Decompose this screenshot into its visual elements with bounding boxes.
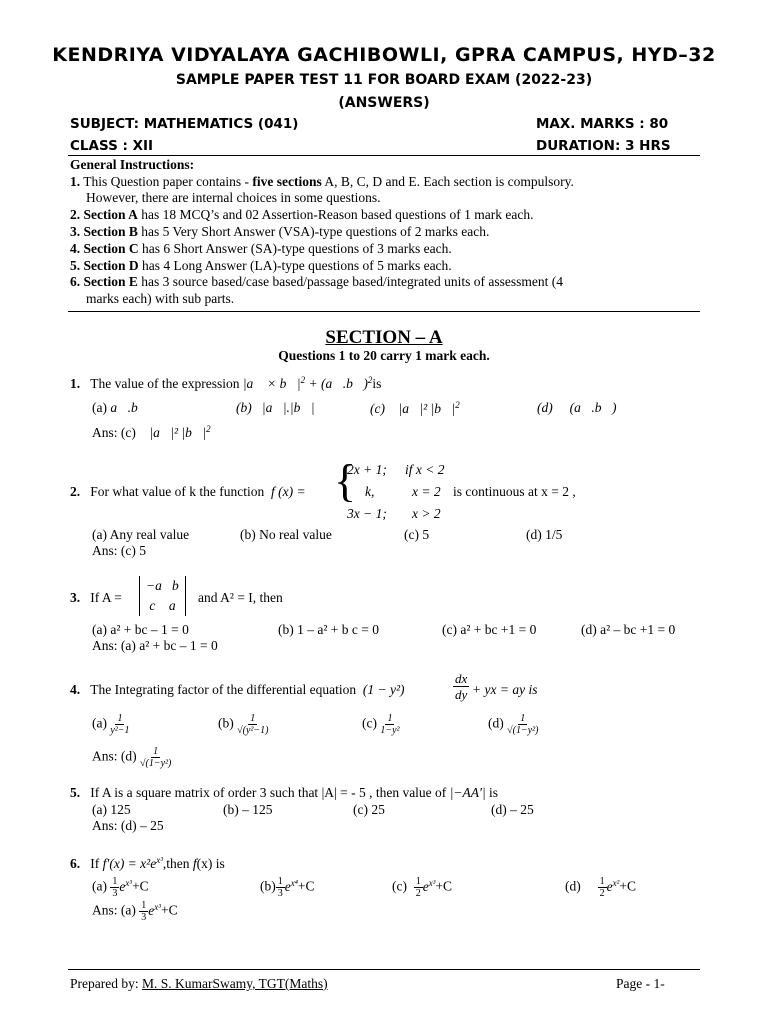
instruction-6: 6. Section E has 3 source based/case based/passage based/integrated units of assessment (4 (70, 274, 564, 289)
q2-cond3: x > 2 (412, 506, 441, 521)
q2-stem: 2. For what value of k the function f (x) = (70, 484, 306, 499)
instruction-6b: marks each) with sub parts. (86, 291, 235, 306)
q1-stem: 1. The value of the expression |a⃗ × $b⃗|^2$ + (a⃗.b⃗)$^2$is (70, 375, 382, 391)
q3-opt-d: (d) a² – bc +1 = 0 (581, 622, 676, 637)
instruction-1: 1. This Question paper contains - five sections A, B, C, D and E. Each section is compulsory. (70, 174, 574, 189)
instruction-1b: However, there are internal choices in some questions. (86, 190, 381, 205)
q1-answer: Ans: (c) |a⃗|² $|b⃗|^2$ (92, 424, 211, 440)
paper-title: SAMPLE PAPER TEST 11 FOR BOARD EXAM (2022-23) (175, 72, 593, 88)
instruction-3: 3. Section B has 5 Very Short Answer (VSA)-type questions of 2 marks each. (70, 224, 490, 239)
q3-answer: Ans: (a) a² + bc – 1 = 0 (92, 638, 218, 653)
q5-opt-d: (d) – 25 (491, 802, 534, 817)
q6-opt-c: (c) $\frac{1}{2}$ $e^{x^3}+C$ (392, 876, 453, 899)
q4-stem: 4. The Integrating factor of the differential equation (1 − y²) (70, 682, 405, 697)
author-name: M. S. KumarSwamy, TGT(Maths) (141, 976, 328, 991)
q4-dxdy: $\frac{dx}{dy}$ (455, 671, 468, 702)
q3-opt-a: (a) a² + bc – 1 = 0 (92, 622, 189, 637)
q2-opt-d: (d) 1/5 (526, 527, 563, 542)
q3-condition: and A² = I, then (198, 590, 283, 605)
section-title: SECTION – A (325, 327, 443, 348)
q6-stem: 6. If $f'(x) = x^2e^{x^3},then$ f(x) is (70, 855, 225, 871)
q4-opt-d: (d) $\frac{1}{\text{√(1−y²)}}$ (488, 713, 539, 736)
q3-opt-c: (c) a² + bc +1 = 0 (442, 622, 537, 637)
q2-case3: 3x − 1; (347, 506, 387, 521)
q1-opt-c: (c) |a⃗|² $|b⃗|^2$ (370, 400, 460, 416)
instruction-2: 2. Section A has 18 MCQ’s and 02 Assertion-Reason based questions of 1 mark each. (70, 207, 534, 222)
q6-opt-b: (b) $\frac{1}{3}$ $e^{x^4}+C$ (260, 876, 315, 899)
q6-opt-a: (a) $\frac{1}{3}$ $e^{x^3}+C$ (92, 876, 149, 899)
header-rule (68, 155, 700, 156)
q2-cond1: if x < 2 (405, 462, 445, 477)
q5-stem: 5. If A is a square matrix of order 3 such that |A| = - 5 , then value of |−AA′| is (70, 785, 499, 800)
q5-opt-c: (c) 25 (353, 802, 385, 817)
q4-answer: Ans: (d) $\frac{1}{\text{√(1−y²)}}$ (92, 746, 172, 769)
q6-opt-d: (d) $\frac{1}{2}$ $e^{x^2}+C$ (565, 876, 636, 899)
q1-opt-d: (d) (a⃗.b⃗) (537, 400, 617, 415)
q5-opt-b: (b) – 125 (223, 802, 273, 817)
page-number: Page - 1- (616, 976, 665, 991)
footer-rule (68, 969, 700, 970)
q2-opt-c: (c) 5 (404, 527, 430, 542)
q5-answer: Ans: (d) – 25 (92, 818, 164, 833)
q2-continuous: is continuous at x = 2 , (453, 484, 576, 499)
q2-case1: 2x + 1; (347, 462, 387, 477)
duration: DURATION: 3 HRS (536, 138, 671, 154)
class-label: CLASS : XII (70, 138, 154, 154)
answers-label: (ANSWERS) (338, 95, 430, 111)
q4-eq-post: + yx = ay is (472, 682, 538, 697)
footer-prepared: Prepared by: M. S. KumarSwamy, TGT(Maths) (70, 976, 328, 991)
q3-opt-b: (b) 1 – a² + b c = 0 (278, 622, 379, 637)
instructions-rule (68, 311, 700, 312)
q2-opt-a: (a) Any real value (92, 527, 190, 542)
q5-opt-a: (a) 125 (92, 802, 131, 817)
q2-brace: { (334, 455, 357, 506)
section-subtitle: Questions 1 to 20 carry 1 mark each. (278, 348, 490, 363)
q3-matrix: −a b c a (139, 576, 186, 616)
q3-stem-a: 3. If A = (70, 590, 122, 605)
max-marks: MAX. MARKS : 80 (536, 116, 669, 132)
q2-case2: k, (365, 484, 375, 499)
school-title: KENDRIYA VIDYALAYA GACHIBOWLI, GPRA CAMPUS, HYD–32 (52, 44, 716, 66)
instruction-4: 4. Section C has 6 Short Answer (SA)-type questions of 3 marks each. (70, 241, 452, 256)
q2-answer: Ans: (c) 5 (92, 543, 146, 558)
q2-cond2: x = 2 (412, 484, 441, 499)
q1-opt-a: (a) a⃗.b⃗ (92, 400, 149, 415)
subject: SUBJECT: MATHEMATICS (041) (70, 116, 299, 132)
q1-opt-b: (b) |a⃗|.|b⃗| (236, 400, 315, 415)
q2-opt-b: (b) No real value (240, 527, 332, 542)
q4-opt-c: (c) $\frac{1}{\text{1−y²}}$ (362, 713, 400, 736)
instruction-5: 5. Section D has 4 Long Answer (LA)-type questions of 5 marks each. (70, 258, 452, 273)
q4-opt-b: (b) $\frac{1}{\text{√(y²−1)}}$ (218, 713, 269, 736)
q4-opt-a: (a) $\frac{1}{\text{y²−1}}$ (92, 713, 130, 736)
instructions-title: General Instructions: (70, 157, 195, 172)
q6-answer: Ans: (a) $\frac{1}{3}$ $e^{x^3}+C$ (92, 900, 178, 923)
